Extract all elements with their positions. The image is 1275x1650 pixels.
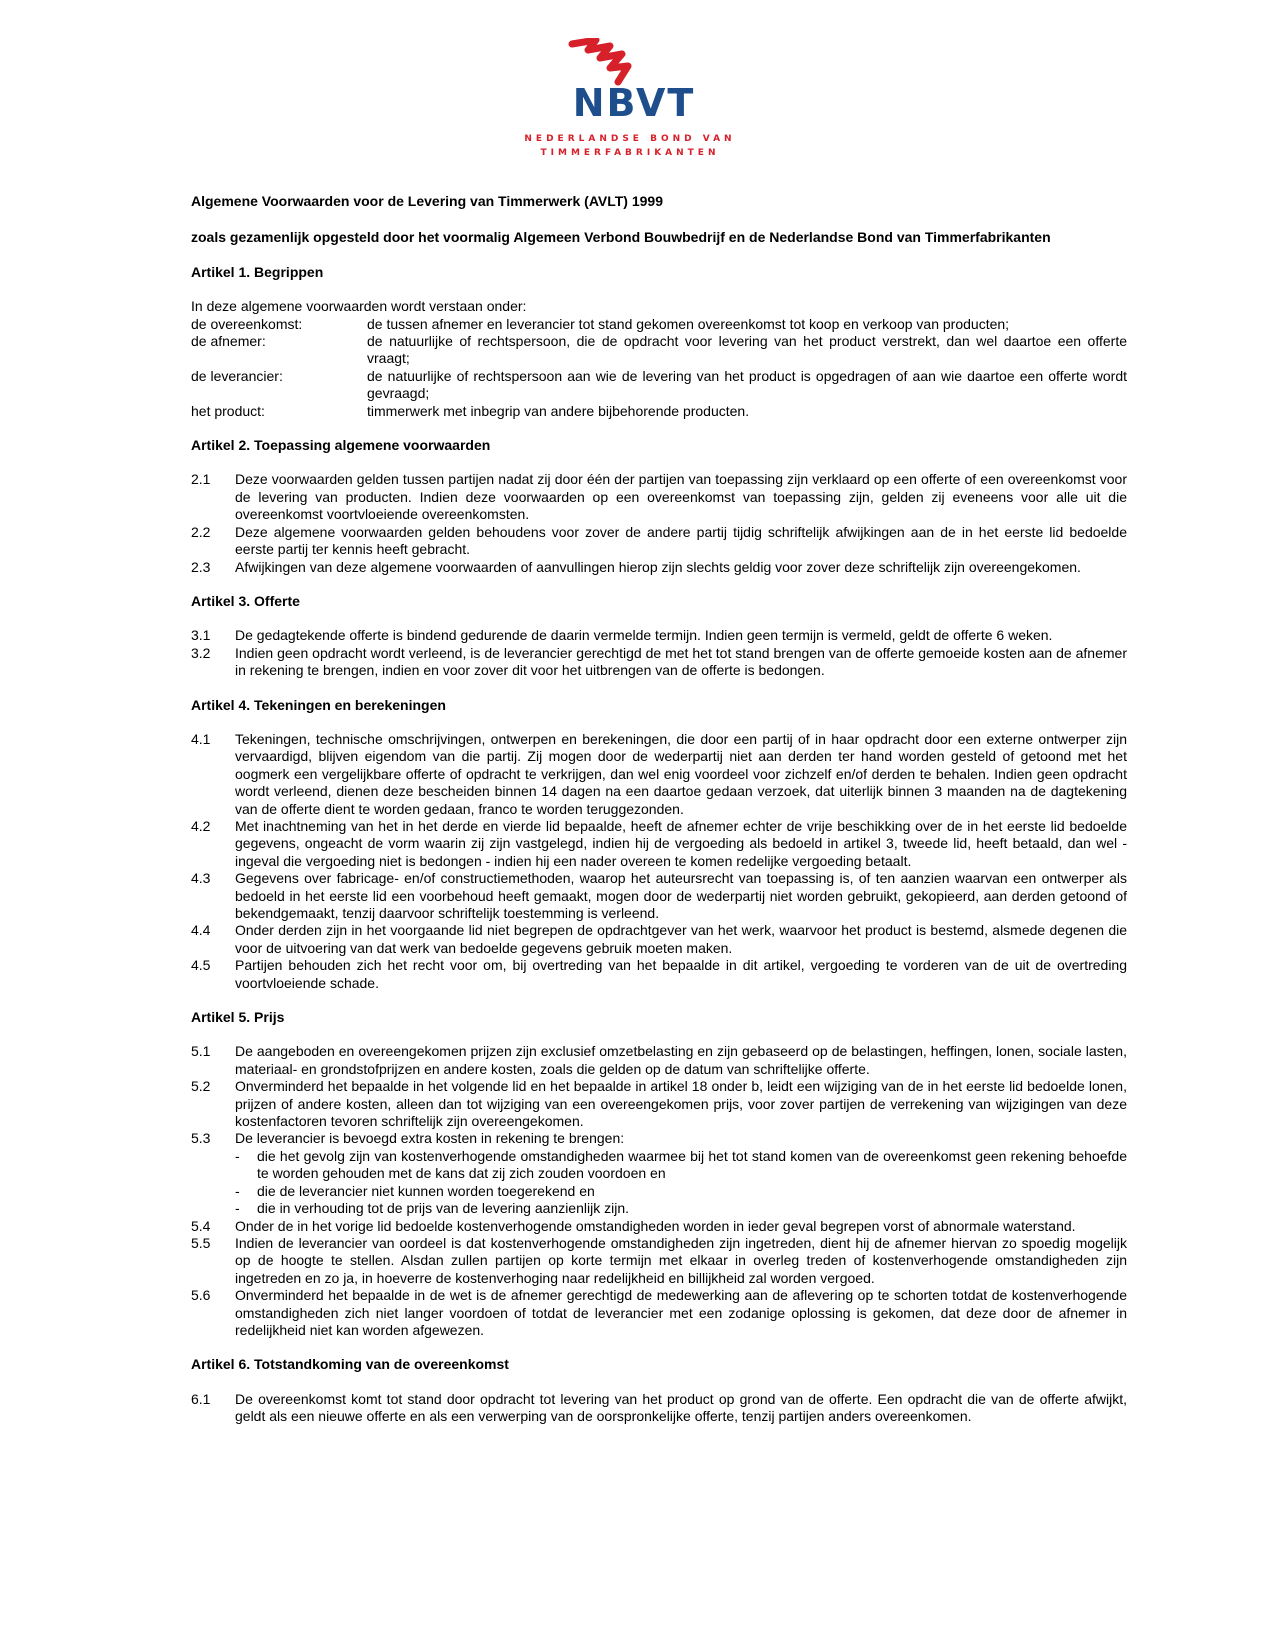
- definition-row: [191, 333, 1127, 368]
- clause-number: 6.1: [191, 1390, 211, 1407]
- clause-row: [191, 870, 1127, 922]
- logo-subline-2: TIMMERFABRIKANTEN: [540, 148, 720, 158]
- clause-text: Onverminderd het bepaalde in het volgende lid en het bepaalde in artikel 18 onder b, leidt een wijziging van de in het eerste lid bedoelde lonen, prijzen of andere kosten, alleen dan tot wijziging van een overeengekomen prijs, voor zover partijen de verrekening van wijzigingen van deze kostenfactoren tevoren schriftelijk zijn overeengekomen.: [235, 1078, 1127, 1130]
- article-6-heading: Artikel 6. Totstandkoming van de overeenkomst: [191, 1356, 509, 1373]
- document-body: [191, 193, 1127, 1426]
- clause-row: [191, 957, 1127, 992]
- clause-number: 3.1: [191, 627, 211, 644]
- clause-row: [191, 1130, 1127, 1217]
- article-1-intro: In deze algemene voorwaarden wordt verstaan onder:: [191, 298, 527, 315]
- article-5-heading: Artikel 5. Prijs: [191, 1009, 285, 1026]
- clause-number: 2.3: [191, 558, 211, 575]
- definition-row: [191, 368, 1127, 403]
- clause-text: Gegevens over fabricage- en/of constructiemethoden, waarop het auteursrecht van toepassing is, of ten aanzien waarvan een ontwerper als bedoeld in het eerste lid een voorbehoud heeft gemaakt, mogen door de wederpartij niet worden gebruikt, gekopieerd, aan derden getoond of bekendgemaakt, tenzij daarvoor schriftelijk toestemming is verleend.: [235, 870, 1127, 921]
- definition-text: de tussen afnemer en leverancier tot stand gekomen overeenkomst tot koop en verkoop van producten;: [367, 315, 1010, 332]
- clause-text: Deze voorwaarden gelden tussen partijen nadat zij door één der partijen van toepassing zijn verklaard op een offerte of een overeenkomst voor de levering van producten. Indien deze voorwaarden op een overeenkomst van toepassing zijn, gelden zij eveneens voor alle uit die overeenkomst voortvloeiende overeenkomsten.: [235, 471, 1127, 523]
- logo-wordmark: NBVT: [572, 81, 696, 125]
- clause-row: [191, 818, 1127, 870]
- clause-row: [191, 1078, 1127, 1130]
- clause-text: Onverminderd het bepaalde in de wet is de afnemer gerechtigd de medewerking aan de aflevering op te schorten totdat de kostenverhogende omstandigheden zich niet langer voordoen of totdat de leverancier met een zodanige oplossing is gekomen, dat deze door de afnemer in redelijkheid niet kan worden afgewezen.: [235, 1287, 1127, 1338]
- sub-clause-text: die de leverancier niet kunnen worden toegerekend en: [257, 1182, 595, 1199]
- clause-text: De gedagtekende offerte is bindend gedurende de daarin vermelde termijn. Indien geen termijn is vermeld, geldt de offerte 6 weken.: [235, 627, 1053, 644]
- clause-text: Onder de in het vorige lid bedoelde kostenverhogende omstandigheden worden in ieder geval begrepen vorst of abnormale waterstand.: [235, 1217, 1076, 1234]
- clause-text: Deze algemene voorwaarden gelden behoudens voor zover de andere partij tijdig schriftelijk afwijkingen aan de in het eerste lid bedoelde eerste partij ter kennis heeft gebracht.: [235, 523, 1127, 558]
- clause-body: [235, 1130, 1127, 1217]
- article-4-heading: Artikel 4. Tekeningen en berekeningen: [191, 696, 446, 713]
- clause-number: 5.1: [191, 1043, 211, 1060]
- article-2-heading: Artikel 2. Toepassing algemene voorwaarden: [191, 437, 491, 454]
- sub-clause-dash: -: [235, 1147, 240, 1164]
- clause-number: 5.4: [191, 1217, 211, 1234]
- sub-clause-row: [235, 1148, 1127, 1183]
- clause-row: [191, 1391, 1127, 1426]
- clause-row: [191, 524, 1127, 559]
- sub-clause-row: [235, 1183, 1127, 1200]
- definition-text: de natuurlijke of rechtspersoon, die de opdracht voor levering van het product verstrekt, dan wel daartoe een offerte vraagt;: [367, 333, 1127, 367]
- clause-number: 4.1: [191, 730, 211, 747]
- clause-text: De aangeboden en overeengekomen prijzen zijn exclusief omzetbelasting en zijn gebaseerd op de belastingen, heffingen, lonen, sociale lasten, materiaal- en grondstofprijzen en andere kosten, zoals die gelden op de datum van schriftelijke offerte.: [235, 1043, 1127, 1077]
- clause-number: 3.2: [191, 644, 211, 661]
- clause-text: Indien de leverancier van oordeel is dat kostenverhogende omstandigheden zijn ingetreden, dient hij de afnemer hiervan zo spoedig mogelijk op de hoogte te stellen. Alsdan zullen partijen op korte termijn met elkaar in overleg treden of kostenverhogende omstandigheden zijn ingetreden en zo ja, in hoeverre de kostenverhoging naar redelijkheid en billijkheid zal worden vergoed.: [235, 1234, 1127, 1286]
- clause-number: 4.5: [191, 957, 211, 974]
- clause-text: Indien geen opdracht wordt verleend, is de leverancier gerechtigd de met het tot stand brengen van de offerte gemoeide kosten aan de afnemer in rekening te brengen, indien en voor zover dit voor het uitbrengen van de offerte is bedongen.: [235, 644, 1127, 679]
- clause-row: [191, 1235, 1127, 1287]
- nbvt-logo: [510, 38, 750, 163]
- clause-number: 2.1: [191, 471, 211, 488]
- clause-row: [191, 1287, 1127, 1339]
- clause-number: 5.2: [191, 1078, 211, 1095]
- clause-row: [191, 471, 1127, 523]
- clause-row: [191, 731, 1127, 818]
- document-title: Algemene Voorwaarden voor de Levering van Timmerwerk (AVLT) 1999: [191, 193, 664, 209]
- clause-text: Afwijkingen van deze algemene voorwaarden of aanvullingen hierop zijn slechts geldig voor zover deze schriftelijk zijn overeengekomen.: [235, 558, 1081, 575]
- clause-number: 4.4: [191, 922, 211, 939]
- clause-text: Partijen behouden zich het recht voor om, bij overtreding van het bepaalde in dit artikel, vergoeding te vorderen van de uit de overtreding voortvloeiende schade.: [235, 957, 1127, 991]
- clause-row: [191, 1043, 1127, 1078]
- clause-row: [191, 627, 1127, 644]
- clause-number: 5.6: [191, 1287, 211, 1304]
- definition-term: de overeenkomst:: [191, 315, 303, 332]
- clause-number: 5.3: [191, 1130, 211, 1147]
- article-3-heading: Artikel 3. Offerte: [191, 592, 300, 609]
- clause-text: De leverancier is bevoegd extra kosten in rekening te brengen:: [235, 1130, 625, 1147]
- document-subtitle: zoals gezamenlijk opgesteld door het voormalig Algemeen Verbond Bouwbedrijf en de Nederlandse Bond van Timmerfabrikanten: [191, 229, 1051, 246]
- sub-clause-text: die in verhouding tot de prijs van de levering aanzienlijk zijn.: [257, 1200, 629, 1217]
- definition-text: timmerwerk met inbegrip van andere bijbehorende producten.: [367, 402, 750, 419]
- clause-text: Tekeningen, technische omschrijvingen, ontwerpen en berekeningen, die door een partij of in haar opdracht door een externe ontwerper zijn vervaardigd, blijven eigendom van die partij. Zij mogen door de wederpartij niet aan derden ter hand worden gesteld of getoond met het oogmerk een vergelijkbare offerte of opdracht te verkrijgen, dan wel enig voordeel voor zichzelf en/of derden te behalen. Indien geen opdracht wordt verleend, dienen deze bescheiden binnen 14 dagen na een daartoe gedaan verzoek, dat uiterlijk binnen 3 maanden na de dagtekening van de offerte dient te worden gedaan, franco te worden teruggezonden.: [235, 730, 1127, 817]
- definition-row: [191, 316, 1127, 333]
- article-1-heading: Artikel 1. Begrippen: [191, 263, 324, 280]
- definition-term: het product:: [191, 402, 265, 419]
- sub-clause-dash: -: [235, 1182, 240, 1199]
- sub-clause-text: die het gevolg zijn van kostenverhogende omstandigheden waarmee bij het tot stand komen van de overeenkomst geen rekening behoefde te worden gehouden met de kans dat zij zich zouden voordoen en: [257, 1147, 1127, 1182]
- clause-number: 2.2: [191, 523, 211, 540]
- definition-term: de leverancier:: [191, 367, 283, 384]
- clause-text: Onder derden zijn in het voorgaande lid niet begrepen de opdrachtgever van het werk, waarvoor het product is bestemd, alsmede degenen die voor de uitvoering van dat werk van bedoelde gegevens gebruik moeten maken.: [235, 922, 1127, 956]
- clause-text: De overeenkomst komt tot stand door opdracht tot levering van het product op grond van de offerte. Een opdracht die van de offerte afwijkt, geldt als een nieuwe offerte en als een verwerping van de oorspronkelijke offerte, tenzij partijen anders overeenkomen.: [235, 1390, 1127, 1425]
- clause-row: [191, 1218, 1127, 1235]
- clause-number: 4.3: [191, 870, 211, 887]
- sub-clause-row: [235, 1200, 1127, 1217]
- clause-number: 5.5: [191, 1234, 211, 1251]
- clause-row: [191, 922, 1127, 957]
- definition-text: de natuurlijke of rechtspersoon aan wie de levering van het product is opgedragen of aan wie daartoe een offerte wordt gevraagd;: [367, 367, 1127, 402]
- logo-subline-1: NEDERLANDSE BOND VAN: [524, 134, 736, 144]
- clause-text: Met inachtneming van het in het derde en vierde lid bepaalde, heeft de afnemer echter de vrije beschikking over de in het eerste lid bedoelde gegevens, ongeacht de vorm waarin zij zijn vastgelegd, indien hij de vergoeding als bedoeld in artikel 3, tweede lid, heeft betaald, dan wel - ingeval die vergoeding niet is bedongen - indien hij een nader overeen te komen redelijke vergoeding betaalt.: [235, 817, 1127, 869]
- clause-row: [191, 645, 1127, 680]
- clause-number: 4.2: [191, 817, 211, 834]
- sub-clause-dash: -: [235, 1200, 240, 1217]
- definition-row: [191, 403, 1127, 420]
- definition-term: de afnemer:: [191, 333, 266, 350]
- clause-row: [191, 559, 1127, 576]
